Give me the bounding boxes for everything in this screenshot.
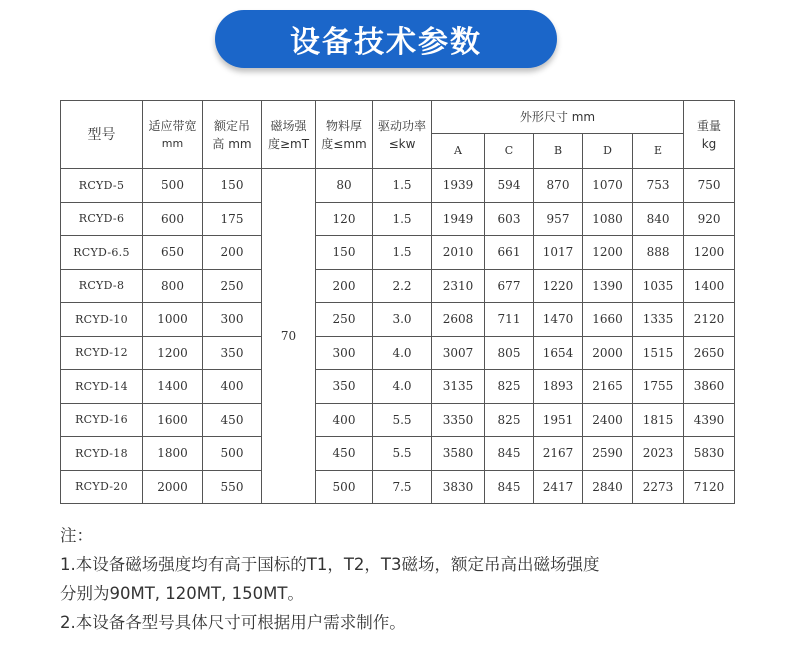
- header-material-thickness: [316, 101, 373, 169]
- cell-dim-e: 2273: [633, 470, 684, 504]
- cell-drive-power: 3.0: [373, 303, 432, 337]
- cell-model: RCYD-16: [61, 403, 143, 437]
- cell-weight: 4390: [684, 403, 735, 437]
- cell-model: RCYD-6.5: [61, 236, 143, 270]
- cell-weight: 3860: [684, 370, 735, 404]
- notes-heading: 注：: [60, 526, 93, 545]
- cell-drive-power: 4.0: [373, 370, 432, 404]
- table-row: [61, 403, 735, 437]
- cell-belt-width: 650: [143, 236, 203, 270]
- cell-belt-width: 500: [143, 169, 203, 203]
- header-drive-power: [373, 101, 432, 169]
- cell-weight: 2120: [684, 303, 735, 337]
- cell-dim-e: 1515: [633, 336, 684, 370]
- cell-material-thickness: 350: [316, 370, 373, 404]
- header-weight: [684, 101, 735, 169]
- cell-dim-c: 845: [485, 470, 534, 504]
- cell-dim-c: 825: [485, 370, 534, 404]
- cell-model: RCYD-14: [61, 370, 143, 404]
- cell-dim-e: 1035: [633, 269, 684, 303]
- cell-dim-e: 1335: [633, 303, 684, 337]
- cell-dim-e: 1755: [633, 370, 684, 404]
- cell-dim-a: 3350: [432, 403, 485, 437]
- cell-weight: 2650: [684, 336, 735, 370]
- header-dim-d: D: [583, 134, 633, 169]
- cell-dim-e: 888: [633, 236, 684, 270]
- header-lift-height-label: 额定吊: [213, 118, 250, 133]
- table-header-row: [61, 101, 735, 134]
- cell-belt-width: 800: [143, 269, 203, 303]
- cell-lift-height: 350: [203, 336, 262, 370]
- cell-model: RCYD-10: [61, 303, 143, 337]
- cell-drive-power: 4.0: [373, 336, 432, 370]
- cell-model: RCYD-8: [61, 269, 143, 303]
- cell-drive-power: 1.5: [373, 169, 432, 203]
- cell-drive-power: 5.5: [373, 437, 432, 471]
- header-belt-width-label: 适应带宽: [148, 118, 197, 133]
- cell-belt-width: 1000: [143, 303, 203, 337]
- cell-drive-power: 1.5: [373, 236, 432, 270]
- cell-dim-c: 711: [485, 303, 534, 337]
- cell-dim-e: 2023: [633, 437, 684, 471]
- cell-material-thickness: 450: [316, 437, 373, 471]
- cell-dim-c: 677: [485, 269, 534, 303]
- cell-drive-power: 2.2: [373, 269, 432, 303]
- cell-dim-e: 753: [633, 169, 684, 203]
- cell-dim-b: 1951: [534, 403, 583, 437]
- cell-dim-a: 1949: [432, 202, 485, 236]
- cell-material-thickness: 200: [316, 269, 373, 303]
- cell-model: RCYD-18: [61, 437, 143, 471]
- cell-material-thickness: 400: [316, 403, 373, 437]
- header-field-strength-label: 磁场强: [270, 118, 307, 133]
- cell-lift-height: 400: [203, 370, 262, 404]
- cell-drive-power: 5.5: [373, 403, 432, 437]
- cell-dim-a: 3830: [432, 470, 485, 504]
- cell-dim-c: 603: [485, 202, 534, 236]
- cell-model: RCYD-12: [61, 336, 143, 370]
- cell-weight: 5830: [684, 437, 735, 471]
- cell-model: RCYD-20: [61, 470, 143, 504]
- cell-lift-height: 450: [203, 403, 262, 437]
- cell-dim-e: 1815: [633, 403, 684, 437]
- header-belt-width-unit: mm: [161, 136, 184, 150]
- table-row: [61, 269, 735, 303]
- header-weight-unit: kg: [701, 136, 717, 151]
- header-field-strength-unit: 度≥mT: [267, 136, 310, 151]
- cell-dim-c: 825: [485, 403, 534, 437]
- cell-material-thickness: 150: [316, 236, 373, 270]
- cell-dim-c: 594: [485, 169, 534, 203]
- cell-dim-d: 1660: [583, 303, 633, 337]
- cell-dim-b: 1893: [534, 370, 583, 404]
- cell-dim-a: 3007: [432, 336, 485, 370]
- header-weight-label: 重量: [697, 118, 722, 133]
- table-row: [61, 202, 735, 236]
- cell-dim-a: 3135: [432, 370, 485, 404]
- header-dim-c: C: [485, 134, 534, 169]
- cell-lift-height: 550: [203, 470, 262, 504]
- cell-dim-b: 1017: [534, 236, 583, 270]
- cell-weight: 1400: [684, 269, 735, 303]
- cell-dim-e: 840: [633, 202, 684, 236]
- cell-lift-height: 175: [203, 202, 262, 236]
- cell-dim-a: 3580: [432, 437, 485, 471]
- cell-dim-d: 2590: [583, 437, 633, 471]
- notes-line-1: 1.本设备磁场强度均有高于国标的T1，T2，T3磁场，额定吊高出磁场强度: [60, 555, 600, 574]
- header-drive-power-unit: ≤kw: [388, 136, 416, 151]
- cell-weight: 750: [684, 169, 735, 203]
- cell-lift-height: 200: [203, 236, 262, 270]
- cell-dim-a: 2310: [432, 269, 485, 303]
- cell-dim-d: 1070: [583, 169, 633, 203]
- cell-belt-width: 1800: [143, 437, 203, 471]
- cell-dim-b: 1470: [534, 303, 583, 337]
- notes-line-3: 2.本设备各型号具体尺寸可根据用户需求制作。: [60, 613, 406, 632]
- cell-lift-height: 150: [203, 169, 262, 203]
- header-material-thickness-unit: 度≤mm: [321, 136, 367, 151]
- notes-line-2: 分别为90MT, 120MT, 150MT。: [60, 584, 304, 603]
- cell-drive-power: 7.5: [373, 470, 432, 504]
- cell-dim-b: 2167: [534, 437, 583, 471]
- cell-belt-width: 2000: [143, 470, 203, 504]
- table-row: [61, 336, 735, 370]
- cell-material-thickness: 300: [316, 336, 373, 370]
- cell-dim-d: 1080: [583, 202, 633, 236]
- cell-material-thickness: 500: [316, 470, 373, 504]
- cell-model: RCYD-5: [61, 169, 143, 203]
- cell-dim-b: 1220: [534, 269, 583, 303]
- cell-dim-a: 1939: [432, 169, 485, 203]
- header-model: 型号: [61, 101, 143, 169]
- header-dim-b: B: [534, 134, 583, 169]
- cell-weight: 920: [684, 202, 735, 236]
- cell-lift-height: 500: [203, 437, 262, 471]
- header-dim-a: A: [432, 134, 485, 169]
- header-field-strength: [262, 101, 316, 169]
- cell-dim-a: 2010: [432, 236, 485, 270]
- cell-dim-d: 1200: [583, 236, 633, 270]
- cell-dim-c: 845: [485, 437, 534, 471]
- cell-belt-width: 1400: [143, 370, 203, 404]
- table-row: [61, 303, 735, 337]
- cell-dim-b: 870: [534, 169, 583, 203]
- cell-material-thickness: 120: [316, 202, 373, 236]
- cell-dim-c: 805: [485, 336, 534, 370]
- header-belt-width: [143, 101, 203, 169]
- table-row: [61, 470, 735, 504]
- cell-weight: 1200: [684, 236, 735, 270]
- cell-dim-d: 1390: [583, 269, 633, 303]
- section-title: 设备技术参数: [290, 25, 482, 60]
- header-lift-height-unit: 高 mm: [212, 136, 252, 151]
- cell-dim-b: 2417: [534, 470, 583, 504]
- cell-lift-height: 250: [203, 269, 262, 303]
- cell-belt-width: 1600: [143, 403, 203, 437]
- header-lift-height: [203, 101, 262, 169]
- table-row: [61, 437, 735, 471]
- cell-belt-width: 1200: [143, 336, 203, 370]
- cell-weight: 7120: [684, 470, 735, 504]
- cell-field-strength: 70: [262, 169, 316, 504]
- table-row: [61, 236, 735, 270]
- cell-lift-height: 300: [203, 303, 262, 337]
- cell-dim-a: 2608: [432, 303, 485, 337]
- cell-belt-width: 600: [143, 202, 203, 236]
- header-drive-power-label: 驱动功率: [377, 118, 426, 133]
- cell-dim-c: 661: [485, 236, 534, 270]
- table-body: [61, 169, 735, 504]
- notes-section: [60, 521, 760, 637]
- table-row: [61, 370, 735, 404]
- cell-model: RCYD-6: [61, 202, 143, 236]
- cell-dim-b: 957: [534, 202, 583, 236]
- cell-material-thickness: 80: [316, 169, 373, 203]
- cell-drive-power: 1.5: [373, 202, 432, 236]
- spec-table: [60, 100, 735, 504]
- header-dimensions: 外形尺寸 mm: [432, 101, 684, 134]
- header-material-thickness-label: 物料厚: [325, 118, 362, 133]
- cell-dim-d: 2400: [583, 403, 633, 437]
- cell-dim-d: 2165: [583, 370, 633, 404]
- table-row: [61, 169, 735, 203]
- cell-dim-d: 2840: [583, 470, 633, 504]
- cell-material-thickness: 250: [316, 303, 373, 337]
- header-dim-e: E: [633, 134, 684, 169]
- cell-dim-d: 2000: [583, 336, 633, 370]
- cell-dim-b: 1654: [534, 336, 583, 370]
- section-title-banner: [215, 10, 557, 68]
